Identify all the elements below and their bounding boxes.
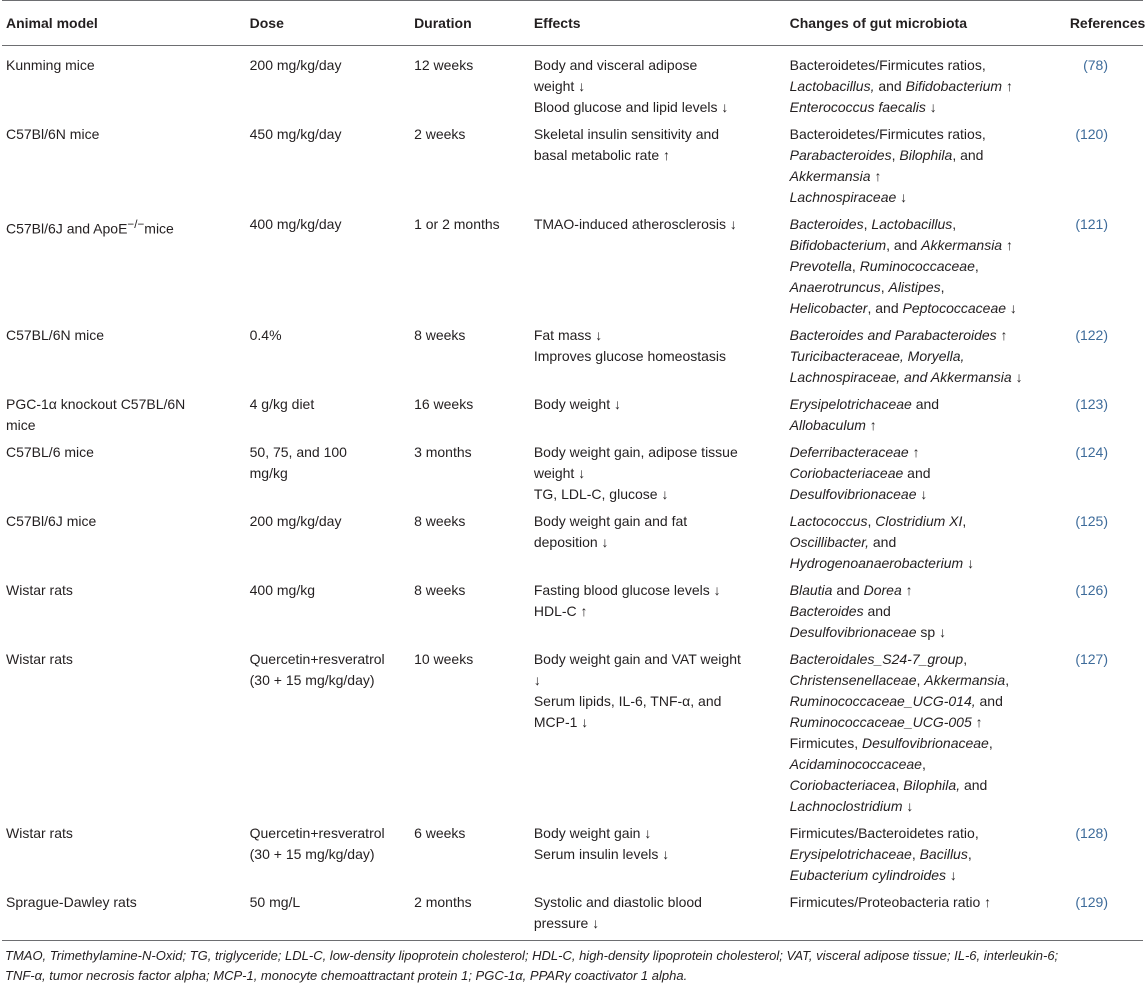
microbiota-text: ↓ (1006, 300, 1017, 316)
microbiota-line (790, 622, 1062, 643)
microbiota-line (790, 823, 1062, 844)
taxon-name: Acidaminococcaceae (789, 756, 922, 772)
microbiota-text: ↑ (908, 444, 920, 460)
microbiota-text: , (863, 216, 872, 232)
microbiota-text: ↓ (902, 798, 914, 814)
cell-gut-microbiota (786, 889, 1066, 941)
taxon-name: Coriobacteriaceae (789, 465, 904, 481)
cell-dose (246, 439, 410, 508)
microbiota-line (790, 844, 1062, 865)
microbiota-line (790, 76, 1062, 97)
cell-animal-model: Sprague-Dawley rats (2, 889, 246, 941)
taxon-name: Ruminococcaceae_UCG-005 (789, 714, 972, 730)
microbiota-text: , (963, 651, 968, 667)
taxon-name: Bacillus (919, 846, 968, 862)
header-dose: Dose (246, 1, 410, 46)
microbiota-text: sp ↓ (916, 624, 947, 640)
table-row (2, 577, 1143, 646)
taxon-name: Helicobacter (789, 300, 868, 316)
microbiota-text: , (911, 846, 920, 862)
cell-animal-model: C57BL/6N mice (6, 327, 105, 343)
microbiota-line (790, 145, 1062, 166)
taxon-name: Allobaculum (789, 417, 866, 433)
reference-link[interactable]: (125) (1075, 513, 1108, 529)
taxon-name: Lactobacillus (871, 216, 953, 232)
effect-line: Body weight gain ↓ (533, 825, 652, 841)
microbiota-line (790, 775, 1062, 796)
microbiota-text: ↑ (971, 714, 983, 730)
microbiota-text: ↑ (901, 582, 913, 598)
effect-line: Body weight gain, adipose tissue (533, 444, 738, 460)
effect-line: weight ↓ (533, 465, 586, 481)
reference-link[interactable]: (122) (1075, 327, 1108, 343)
microbiota-line (790, 394, 1062, 415)
microbiota-line (790, 55, 1062, 76)
microbiota-text: , (895, 777, 904, 793)
microbiota-text: , (921, 756, 926, 772)
microbiota-text: , (867, 513, 876, 529)
dose-line: 50, 75, and 100 (249, 444, 347, 460)
cell-dose: 0.4% (249, 327, 282, 343)
microbiota-line (790, 553, 1062, 574)
taxon-name: Oscillibacter, (789, 534, 869, 550)
header-effects: Effects (530, 1, 786, 46)
taxon-name: Erysipelotrichaceae (789, 846, 912, 862)
cell-reference (1066, 211, 1143, 322)
table-row (2, 121, 1143, 211)
effect-line: Serum insulin levels ↓ (533, 846, 670, 862)
taxon-name: Desulfovibrionaceae (789, 624, 917, 640)
cell-reference (1066, 820, 1143, 889)
effect-line: deposition ↓ (533, 534, 609, 550)
cell-animal-model: C57BL/6 mice (6, 444, 94, 460)
reference-link[interactable]: (126) (1075, 582, 1108, 598)
microbiota-line (790, 214, 1062, 235)
taxon-name: Prevotella (789, 258, 852, 274)
cell-reference (1066, 391, 1143, 439)
header-references: References (1066, 1, 1143, 46)
taxon-name: Bacteroides and Parabacteroides (789, 327, 997, 343)
taxon-name: Lachnospiraceae (789, 189, 897, 205)
table-row (2, 820, 1143, 889)
microbiota-text: and (869, 534, 897, 550)
header-gut-microbiota: Changes of gut microbiota (786, 1, 1066, 46)
taxon-name: Ruminococcaceae_UCG-014, (789, 693, 976, 709)
microbiota-text: ↓ (1011, 369, 1023, 385)
taxon-name: Turicibacteraceae, Moryella, (789, 348, 965, 364)
cell-reference (1066, 46, 1143, 122)
taxon-name: Bilophila (899, 147, 953, 163)
microbiota-text: , (940, 279, 945, 295)
microbiota-text: and (863, 603, 891, 619)
cell-animal-model: Wistar rats (6, 825, 73, 841)
cell-dose (246, 646, 410, 820)
cell-dose: 450 mg/kg/day (249, 126, 342, 142)
microbiota-line (790, 97, 1062, 118)
cell-duration: 8 weeks (414, 582, 466, 598)
effect-line: Fasting blood glucose levels ↓ (533, 582, 721, 598)
microbiota-text: and (911, 396, 940, 412)
footnote-line: TMAO, Trimethylamine-N-Oxid; TG, triglyceride; LDL-C, low-density lipoprotein cholesterol; HDL-C, high-density lipoprotein cholesterol; VAT, visceral adipose tissue; IL-6, interleukin-6; (5, 948, 1059, 963)
cell-reference (1066, 121, 1143, 211)
microbiota-line (790, 166, 1062, 187)
microbiota-text: ↑ (1002, 78, 1013, 94)
header-row (2, 1, 1143, 46)
microbiota-text: ↓ (963, 555, 975, 571)
microbiota-line (790, 256, 1062, 277)
cell-animal-model: C57Bl/6N mice (6, 126, 100, 142)
cell-effects (530, 322, 786, 391)
taxon-name: Bacteroides (789, 216, 864, 232)
effect-line: Body and visceral adipose (533, 57, 698, 73)
microbiota-line (790, 325, 1062, 346)
table-row (2, 322, 1143, 391)
taxon-name: Bifidobacterium (789, 237, 887, 253)
taxon-name: Lactococcus (789, 513, 868, 529)
cell-dose: 4 g/kg diet (249, 396, 315, 412)
cell-effects (530, 889, 786, 941)
effect-line: Skeletal insulin sensitivity and (533, 126, 720, 142)
effect-line: HDL-C ↑ (533, 603, 588, 619)
microbiota-text: ↓ (925, 99, 937, 115)
table-row (2, 391, 1143, 439)
reference-link[interactable]: (120) (1075, 126, 1108, 142)
microbiota-text: , (988, 735, 993, 751)
cell-gut-microbiota (786, 439, 1066, 508)
taxon-name: Anaerotruncus (789, 279, 881, 295)
microbiota-text: Firmicutes, (789, 735, 862, 751)
table-footnote (0, 941, 1141, 986)
taxon-name: Peptococcaceae (902, 300, 1007, 316)
cell-duration: 2 months (410, 889, 530, 941)
taxon-name: Ruminococcaceae (859, 258, 975, 274)
microbiota-text: , and (886, 237, 922, 253)
taxon-name: Desulfovibrionaceae (861, 735, 989, 751)
microbiota-line (790, 484, 1062, 505)
cell-dose: 200 mg/kg/day (249, 57, 342, 73)
table-row (2, 646, 1143, 820)
cell-animal-model (2, 391, 246, 439)
microbiota-text: and (975, 693, 1003, 709)
microbiota-line (790, 367, 1062, 388)
cell-animal-model: Kunming mice (6, 57, 95, 73)
cell-reference (1066, 322, 1143, 391)
cell-duration: 3 months (414, 444, 472, 460)
microbiota-text: Bacteroidetes/Firmicutes ratios, (789, 126, 986, 142)
microbiota-line (790, 532, 1062, 553)
taxon-name: Alistipes (888, 279, 941, 295)
microbiota-line (790, 649, 1062, 670)
microbiota-text: ↑ (870, 168, 882, 184)
taxon-name: Bacteroidales_S24-7_group (789, 651, 964, 667)
effect-line: Serum lipids, IL-6, TNF-α, and (533, 693, 722, 709)
cell-gut-microbiota (786, 646, 1066, 820)
taxon-name: Akkermansia (789, 168, 871, 184)
microbiota-text: ↑ (1002, 237, 1013, 253)
dose-line: mg/kg (249, 465, 288, 481)
table-row (2, 439, 1143, 508)
cell-animal-model: Wistar rats (6, 651, 73, 667)
cell-reference (1066, 439, 1143, 508)
taxon-name: Lachnoclostridium (789, 798, 903, 814)
table-body (2, 46, 1143, 941)
microbiota-line (790, 580, 1062, 601)
cell-gut-microbiota (786, 391, 1066, 439)
microbiota-line (790, 892, 1062, 913)
taxon-name: Eubacterium cylindroides (789, 867, 947, 883)
cell-dose: 200 mg/kg/day (249, 513, 342, 529)
microbiota-text: ↑ (996, 327, 1008, 343)
microbiota-text: and (903, 465, 931, 481)
cell-effects (530, 439, 786, 508)
microbiota-line (790, 670, 1062, 691)
cell-reference (1066, 577, 1143, 646)
microbiota-line (790, 796, 1062, 817)
microbiota-text: , (916, 672, 925, 688)
effect-line: Improves glucose homeostasis (533, 348, 727, 364)
taxon-name: Bilophila, (903, 777, 961, 793)
cell-dose (246, 820, 410, 889)
cell-duration: 10 weeks (414, 651, 474, 667)
cell-reference (1066, 508, 1143, 577)
microbiota-line (790, 235, 1062, 256)
cell-duration: 6 weeks (414, 825, 466, 841)
microbiota-text: Firmicutes/Bacteroidetes ratio, (789, 825, 979, 841)
microbiota-text: , and (952, 147, 984, 163)
taxon-name: Coriobacteriacea (789, 777, 896, 793)
header-duration: Duration (410, 1, 530, 46)
effect-line: ↓ (533, 672, 541, 688)
microbiota-text: , (962, 513, 967, 529)
taxon-name: Lactobacillus, (789, 78, 875, 94)
microbiota-text: ↓ (896, 189, 908, 205)
dose-line: Quercetin+resveratrol (249, 651, 385, 667)
taxon-name: Bifidobacterium (905, 78, 1003, 94)
table-row (2, 508, 1143, 577)
taxon-name: Deferribacteraceae (789, 444, 909, 460)
microbiota-line (790, 442, 1062, 463)
cell-duration: 16 weeks (414, 396, 474, 412)
reference-link[interactable]: (128) (1075, 825, 1108, 841)
cell-gut-microbiota (786, 577, 1066, 646)
taxon-name: Hydrogenoanaerobacterium (789, 555, 964, 571)
microbiota-text: , (851, 258, 860, 274)
effect-line: weight ↓ (533, 78, 586, 94)
cell-effects (530, 646, 786, 820)
microbiota-line (790, 733, 1062, 754)
effect-line: Body weight gain and fat (533, 513, 688, 529)
cell-effects (530, 508, 786, 577)
effect-line: Fat mass ↓ (533, 327, 603, 343)
effect-line: TG, LDL-C, glucose ↓ (533, 486, 669, 502)
cell-animal-model (2, 211, 246, 322)
effect-line: basal metabolic rate ↑ (533, 147, 671, 163)
cell-effects (530, 820, 786, 889)
effect-line: Body weight ↓ (533, 396, 622, 412)
reference-link[interactable]: (129) (1075, 894, 1108, 910)
microbiota-line (790, 754, 1062, 775)
cell-effects (530, 577, 786, 646)
cell-duration: 8 weeks (414, 513, 466, 529)
cell-animal-model: Wistar rats (6, 582, 73, 598)
microbiota-line (790, 277, 1062, 298)
microbiota-line (790, 691, 1062, 712)
microbiota-text: , (974, 258, 979, 274)
taxon-name: Enterococcus faecalis (789, 99, 926, 115)
cell-reference (1066, 646, 1143, 820)
table-row (2, 46, 1143, 122)
table-row (2, 211, 1143, 322)
microbiota-line (790, 601, 1062, 622)
microbiota-line (790, 712, 1062, 733)
reference-link[interactable]: (121) (1075, 216, 1108, 232)
cell-gut-microbiota (786, 211, 1066, 322)
effect-line: TMAO-induced atherosclerosis ↓ (533, 216, 737, 232)
dose-line: Quercetin+resveratrol (249, 825, 385, 841)
cell-duration: 1 or 2 months (414, 216, 500, 232)
taxon-name: Christensenellaceae (789, 672, 917, 688)
microbiota-text: and (874, 78, 906, 94)
model-line: PGC-1α knockout C57BL/6N (6, 396, 186, 412)
cell-gut-microbiota (786, 121, 1066, 211)
taxon-name: Clostridium XI (875, 513, 963, 529)
header-animal-model: Animal model (2, 1, 246, 46)
cell-effects (530, 211, 786, 322)
reference-link[interactable]: (123) (1075, 396, 1108, 412)
reference-link[interactable]: (78) (1083, 57, 1108, 73)
microbiota-line (790, 463, 1062, 484)
model-superscript: −/− (127, 218, 145, 231)
microbiota-text: and (960, 777, 988, 793)
cell-gut-microbiota (786, 46, 1066, 122)
cell-dose: 400 mg/kg (249, 582, 315, 598)
cell-duration: 2 weeks (414, 126, 466, 142)
cell-reference (1066, 889, 1143, 941)
effect-line: pressure ↓ (533, 915, 600, 931)
cell-gut-microbiota (786, 322, 1066, 391)
microbiota-line (790, 124, 1062, 145)
effect-line: Body weight gain and VAT weight (533, 651, 741, 667)
microbiota-line (790, 187, 1062, 208)
taxon-name: Lachnospiraceae, and Akkermansia (789, 369, 1012, 385)
microbiota-text: ↓ (916, 486, 928, 502)
reference-link[interactable]: (124) (1075, 444, 1108, 460)
microbiota-text: , and (867, 300, 903, 316)
cell-dose: 400 mg/kg/day (249, 216, 342, 232)
microbiota-text: , (1005, 672, 1010, 688)
taxon-name: Akkermansia (924, 672, 1006, 688)
cell-duration: 12 weeks (414, 57, 474, 73)
cell-gut-microbiota (786, 820, 1066, 889)
taxon-name: Bacteroides (789, 603, 864, 619)
taxon-name: Akkermansia (921, 237, 1003, 253)
taxon-name: Parabacteroides (789, 147, 892, 163)
taxon-name: Erysipelotrichaceae (789, 396, 912, 412)
microbiota-line (790, 415, 1062, 436)
dose-line: (30 + 15 mg/kg/day) (249, 846, 375, 862)
microbiota-text: and (832, 582, 864, 598)
microbiota-text: , (967, 846, 972, 862)
model-text: C57Bl/6J and ApoE (6, 220, 128, 237)
microbiota-text: ↑ (865, 417, 877, 433)
model-line: mice (6, 417, 36, 433)
microbiota-text: Bacteroidetes/Firmicutes ratios, (789, 57, 986, 73)
taxon-name: Desulfovibrionaceae (789, 486, 917, 502)
cell-effects (530, 391, 786, 439)
table-row (2, 889, 1143, 941)
cell-animal-model: C57Bl/6J mice (6, 513, 97, 529)
effect-line: MCP-1 ↓ (533, 714, 589, 730)
taxon-name: Blautia (789, 582, 833, 598)
taxon-name: Dorea (863, 582, 902, 598)
microbiota-text: , (880, 279, 889, 295)
cell-duration: 8 weeks (414, 327, 466, 343)
microbiota-text: Firmicutes/Proteobacteria ratio ↑ (789, 894, 992, 910)
microbiota-text: , (952, 216, 957, 232)
model-text: mice (144, 220, 174, 237)
cell-effects (530, 46, 786, 122)
microbiota-text: , (891, 147, 900, 163)
cell-effects (530, 121, 786, 211)
cell-dose: 50 mg/L (246, 889, 410, 941)
effect-line: Systolic and diastolic blood (533, 894, 702, 910)
footnote-line: TNF-α, tumor necrosis factor alpha; MCP-1, monocyte chemoattractant protein 1; PGC-1α, PPARγ coactivator 1 alpha. (5, 968, 688, 983)
microbiota-line (790, 511, 1062, 532)
cell-gut-microbiota (786, 508, 1066, 577)
dose-line: (30 + 15 mg/kg/day) (249, 672, 375, 688)
effect-line: Blood glucose and lipid levels ↓ (533, 99, 729, 115)
microbiota-line (790, 298, 1062, 319)
data-table (2, 0, 1143, 941)
microbiota-text: ↓ (946, 867, 957, 883)
microbiota-line (790, 865, 1062, 886)
reference-link[interactable]: (127) (1075, 651, 1108, 667)
microbiota-line (790, 346, 1062, 367)
